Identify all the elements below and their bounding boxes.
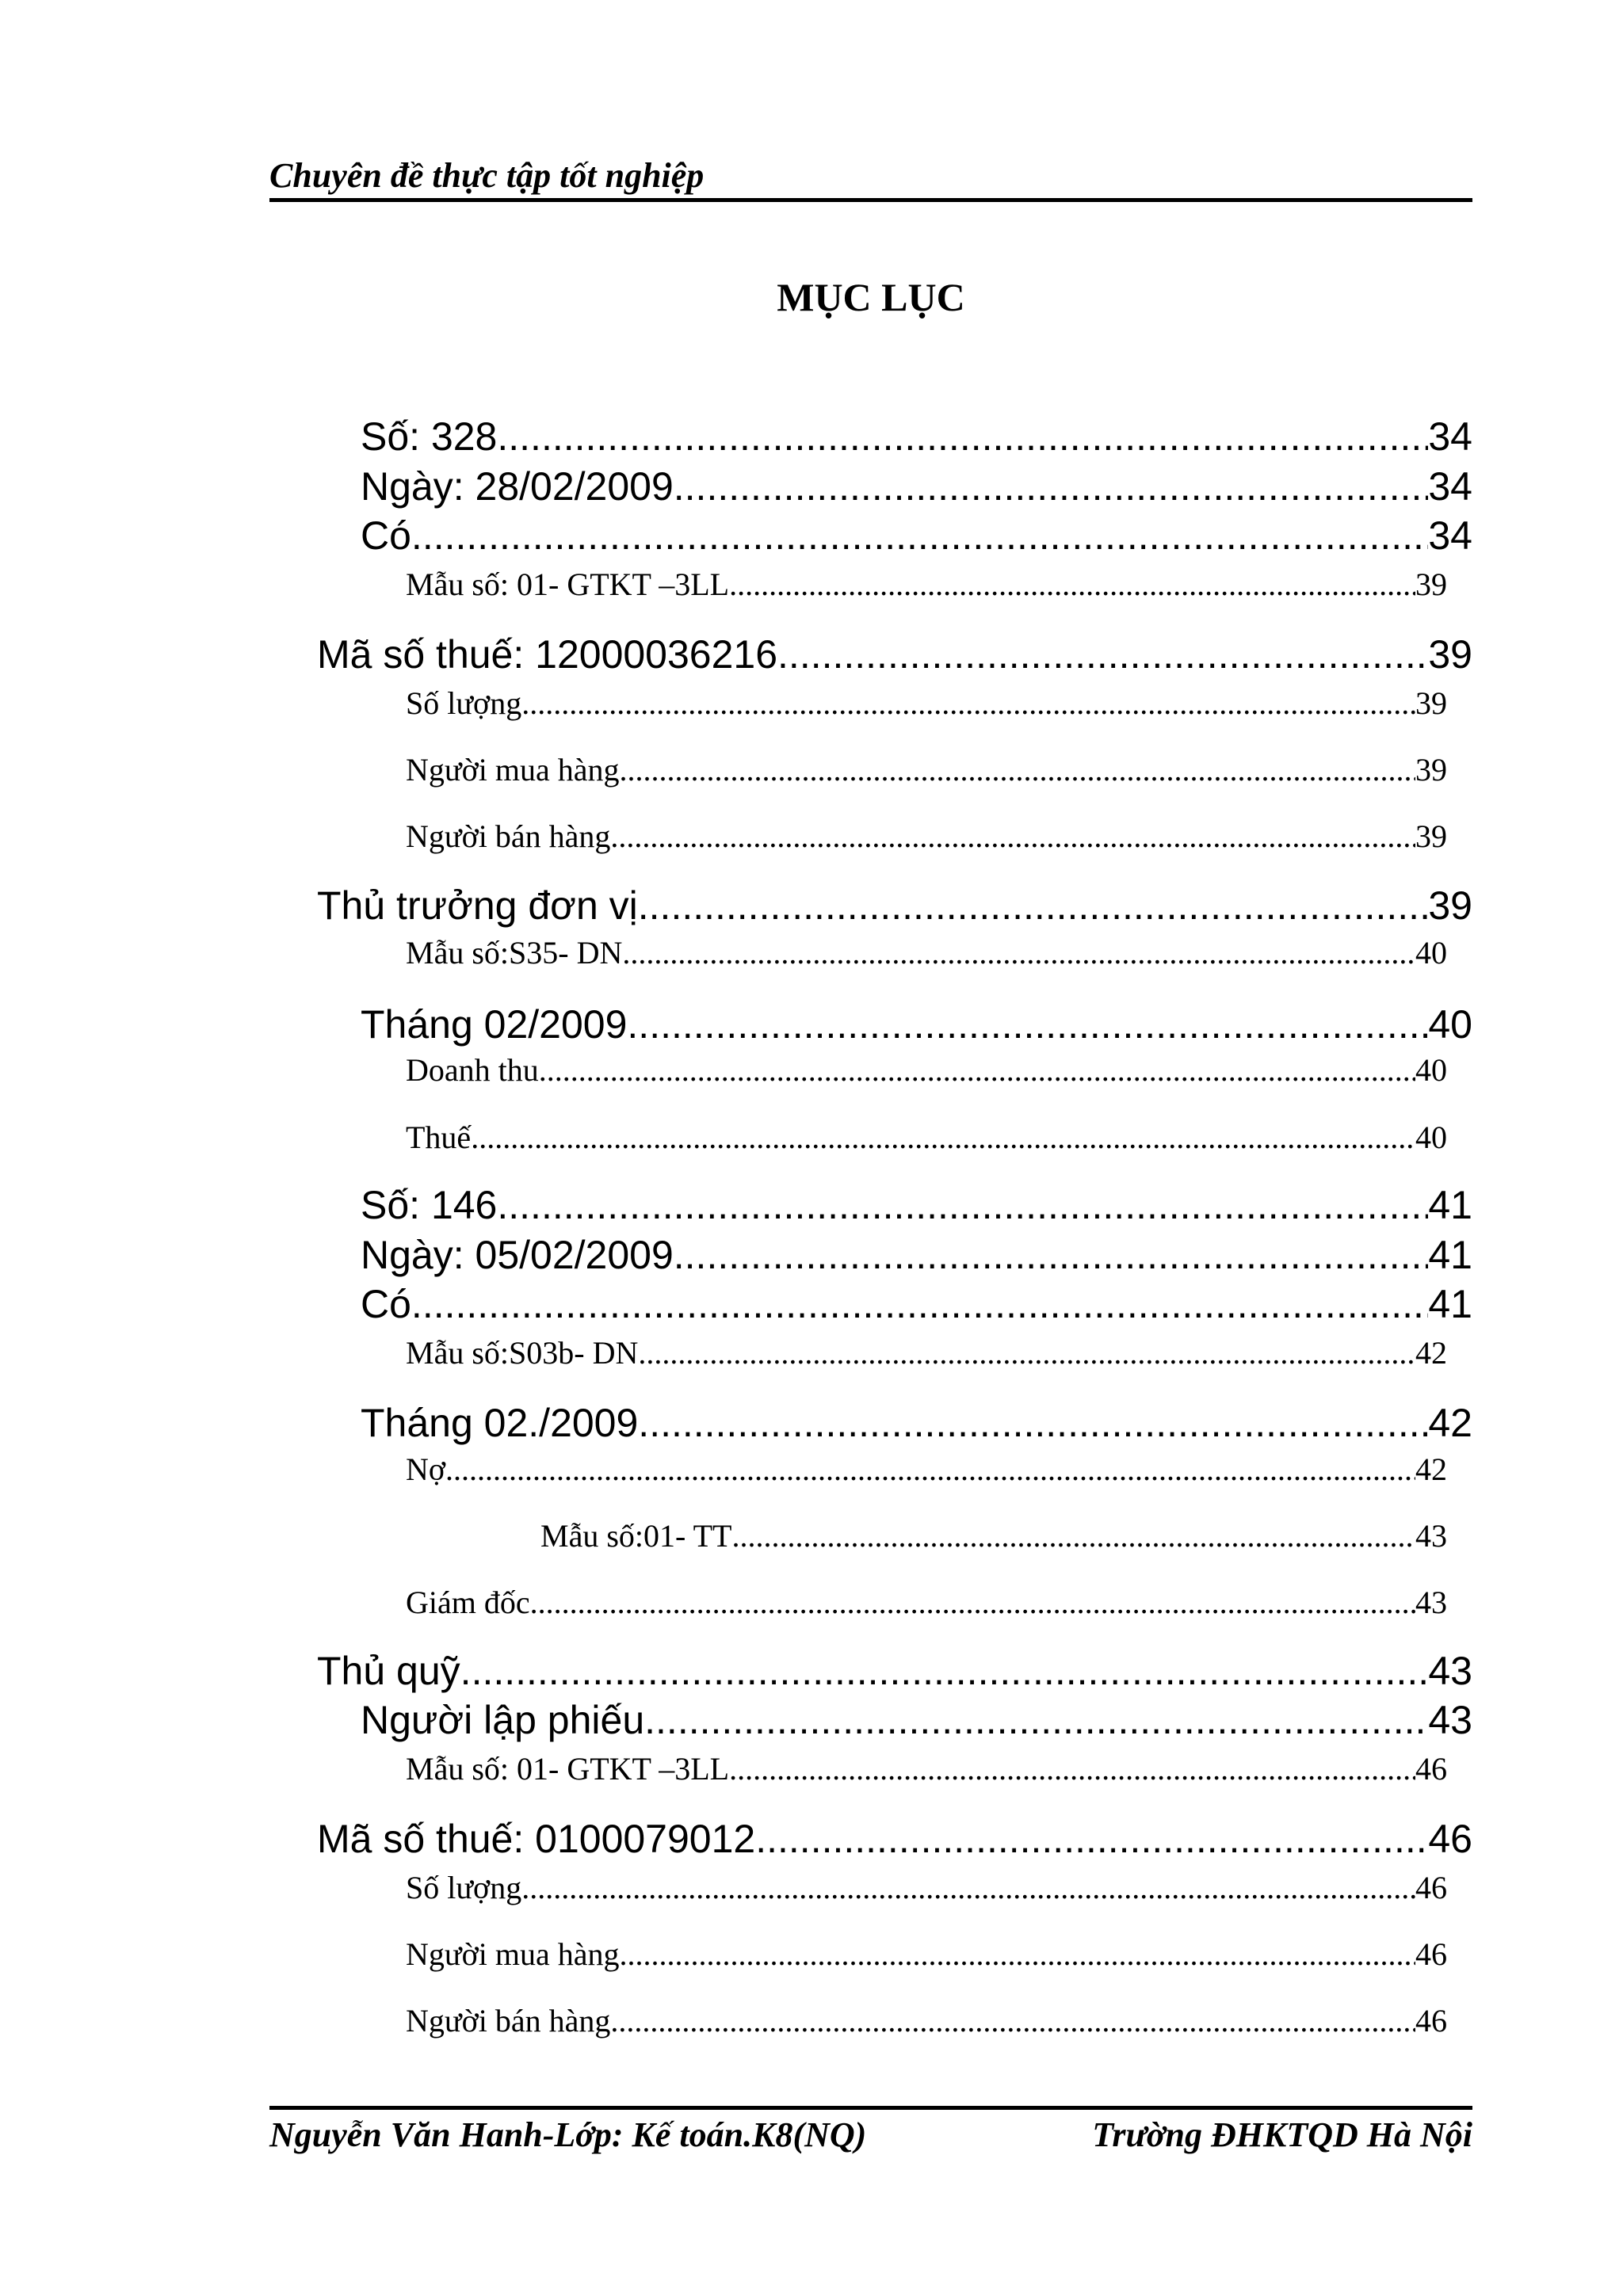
toc-page-number: 46 bbox=[1415, 2003, 1447, 2039]
toc-entry-label: Người mua hàng bbox=[406, 1936, 620, 1972]
toc-entry[interactable] bbox=[406, 1749, 1447, 1790]
toc-page-number: 39 bbox=[1415, 818, 1447, 854]
toc-entry-label: Người bán hàng bbox=[406, 818, 611, 854]
toc-leader bbox=[521, 683, 1415, 724]
toc-page-number: 41 bbox=[1428, 1233, 1472, 1277]
toc-entry[interactable] bbox=[361, 462, 1472, 511]
toc-page-number: 39 bbox=[1415, 566, 1447, 602]
toc-entry-label: Mẫu số:S03b- DN bbox=[406, 1335, 639, 1371]
toc-leader bbox=[638, 1333, 1415, 1374]
toc-page-number: 46 bbox=[1428, 1817, 1472, 1861]
toc-page-number: 39 bbox=[1415, 685, 1447, 721]
toc-entry-label: Thuế bbox=[406, 1119, 472, 1155]
toc-page-number: 42 bbox=[1415, 1335, 1447, 1371]
toc-entry[interactable] bbox=[406, 1333, 1447, 1374]
toc-leader bbox=[471, 1117, 1415, 1158]
toc-page-number: 41 bbox=[1428, 1282, 1472, 1326]
toc-leader bbox=[497, 1180, 1428, 1230]
toc-entry[interactable] bbox=[361, 1695, 1472, 1745]
toc-entry[interactable] bbox=[406, 1117, 1447, 1158]
toc-entry[interactable] bbox=[406, 1050, 1447, 1091]
toc-leader bbox=[729, 1749, 1415, 1790]
page-header-title: Chuyên đề thực tập tốt nghiệp bbox=[269, 156, 705, 195]
toc-entry-label: Mã số thuế: 12000036216 bbox=[317, 632, 778, 677]
toc-entry-label: Ngày: 28/02/2009 bbox=[361, 464, 674, 509]
toc-leader bbox=[777, 630, 1428, 679]
toc-leader bbox=[610, 2000, 1415, 2042]
toc-leader bbox=[619, 749, 1415, 791]
toc-entry[interactable] bbox=[317, 881, 1472, 930]
toc-entry[interactable] bbox=[406, 933, 1447, 974]
toc-page-number: 42 bbox=[1415, 1451, 1447, 1487]
toc-leader bbox=[445, 1449, 1415, 1490]
toc-page-number: 43 bbox=[1428, 1698, 1472, 1742]
toc-entry-label: Nợ bbox=[406, 1451, 446, 1487]
toc-entry-label: Số lượng bbox=[406, 685, 522, 721]
toc-entry-label: Tháng 02/2009 bbox=[361, 1002, 628, 1047]
footer-rule bbox=[269, 2106, 1472, 2110]
toc-page-number: 39 bbox=[1428, 883, 1472, 928]
toc-leader bbox=[731, 1516, 1415, 1557]
toc-leader bbox=[411, 1280, 1428, 1329]
toc-entry-label: Ngày: 05/02/2009 bbox=[361, 1233, 674, 1277]
toc-entry-label: Người bán hàng bbox=[406, 2003, 611, 2039]
toc-leader bbox=[521, 1867, 1415, 1909]
toc-leader bbox=[638, 1398, 1428, 1447]
toc-entry[interactable] bbox=[361, 412, 1472, 461]
toc-page-number: 34 bbox=[1428, 513, 1472, 558]
toc-leader bbox=[755, 1814, 1428, 1863]
toc-page-number: 34 bbox=[1428, 464, 1472, 509]
toc-entry-label: Mẫu số:01- TT bbox=[540, 1518, 732, 1554]
toc-entry-label: Có bbox=[361, 513, 411, 558]
toc-entry-label: Giám đốc bbox=[406, 1585, 530, 1620]
toc-page-number: 40 bbox=[1415, 935, 1447, 971]
toc-page-number: 43 bbox=[1415, 1518, 1447, 1554]
toc-entry-label: Mẫu số: 01- GTKT –3LL bbox=[406, 566, 730, 602]
toc-entry[interactable] bbox=[361, 1000, 1472, 1049]
toc-entry[interactable] bbox=[317, 630, 1472, 679]
toc-entry[interactable] bbox=[406, 816, 1447, 857]
toc-page-number: 46 bbox=[1415, 1870, 1447, 1905]
footer-school: Trường ĐHKTQD Hà Nội bbox=[1092, 2115, 1472, 2154]
toc-entry-label: Doanh thu bbox=[406, 1052, 539, 1088]
toc-leader bbox=[644, 1695, 1428, 1745]
toc-page-number: 40 bbox=[1428, 1002, 1472, 1047]
toc-leader bbox=[729, 564, 1415, 605]
toc-entry[interactable] bbox=[406, 1867, 1447, 1909]
toc-entry[interactable] bbox=[540, 1516, 1447, 1557]
toc-entry-label: Số: 328 bbox=[361, 414, 498, 459]
toc-page-number: 46 bbox=[1415, 1936, 1447, 1972]
toc-entry[interactable] bbox=[406, 1449, 1447, 1490]
toc-page-number: 34 bbox=[1428, 414, 1472, 459]
toc-entry-label: Người mua hàng bbox=[406, 752, 620, 788]
toc-leader bbox=[497, 412, 1428, 461]
toc-entry[interactable] bbox=[361, 1280, 1472, 1329]
toc-leader bbox=[530, 1582, 1415, 1623]
toc-title: MỤC LỤC bbox=[777, 275, 965, 319]
toc-entry-label: Thủ quỹ bbox=[317, 1649, 460, 1693]
toc-entry[interactable] bbox=[361, 511, 1472, 560]
toc-leader bbox=[622, 933, 1415, 974]
toc-entry[interactable] bbox=[317, 1646, 1472, 1695]
toc-page-number: 43 bbox=[1428, 1649, 1472, 1693]
toc-leader bbox=[460, 1646, 1429, 1695]
toc-entry[interactable] bbox=[406, 1934, 1447, 1975]
toc-leader bbox=[674, 462, 1429, 511]
toc-entry[interactable] bbox=[361, 1398, 1472, 1447]
toc-entry-label: Có bbox=[361, 1282, 411, 1326]
toc-entry-label: Mã số thuế: 0100079012 bbox=[317, 1817, 756, 1861]
toc-page-number: 46 bbox=[1415, 1751, 1447, 1787]
toc-page-number: 42 bbox=[1428, 1401, 1472, 1445]
toc-entry[interactable] bbox=[361, 1230, 1472, 1280]
toc-entry-label: Số lượng bbox=[406, 1870, 522, 1905]
toc-page-number: 43 bbox=[1415, 1585, 1447, 1620]
toc-leader bbox=[411, 511, 1428, 560]
toc-entry-label: Tháng 02./2009 bbox=[361, 1401, 639, 1445]
toc-entry-label: Người lập phiếu bbox=[361, 1698, 645, 1742]
toc-page-number: 39 bbox=[1428, 632, 1472, 677]
toc-page-number: 41 bbox=[1428, 1183, 1472, 1227]
toc-entry[interactable] bbox=[406, 564, 1447, 605]
toc-entry-label: Thủ trưởng đơn vị bbox=[317, 883, 638, 928]
toc-entry[interactable] bbox=[406, 2000, 1447, 2042]
toc-entry[interactable] bbox=[406, 1582, 1447, 1623]
toc-leader bbox=[610, 816, 1415, 857]
toc-leader bbox=[674, 1230, 1429, 1280]
toc-leader bbox=[627, 1000, 1428, 1049]
toc-entry[interactable] bbox=[317, 1814, 1472, 1863]
footer-author: Nguyễn Văn Hanh-Lớp: Kế toán.K8(NQ) bbox=[269, 2115, 867, 2154]
toc-page-number: 39 bbox=[1415, 752, 1447, 788]
toc-leader bbox=[539, 1050, 1415, 1091]
toc-leader bbox=[619, 1934, 1415, 1975]
toc-entry[interactable] bbox=[406, 683, 1447, 724]
toc-leader bbox=[638, 881, 1429, 930]
toc-entry-label: Mẫu số: 01- GTKT –3LL bbox=[406, 1751, 730, 1787]
toc-entry[interactable] bbox=[361, 1180, 1472, 1230]
toc-entry-label: Số: 146 bbox=[361, 1183, 498, 1227]
toc-page-number: 40 bbox=[1415, 1052, 1447, 1088]
toc-page-number: 40 bbox=[1415, 1119, 1447, 1155]
toc-entry[interactable] bbox=[406, 749, 1447, 791]
toc-entry-label: Mẫu số:S35- DN bbox=[406, 935, 623, 971]
